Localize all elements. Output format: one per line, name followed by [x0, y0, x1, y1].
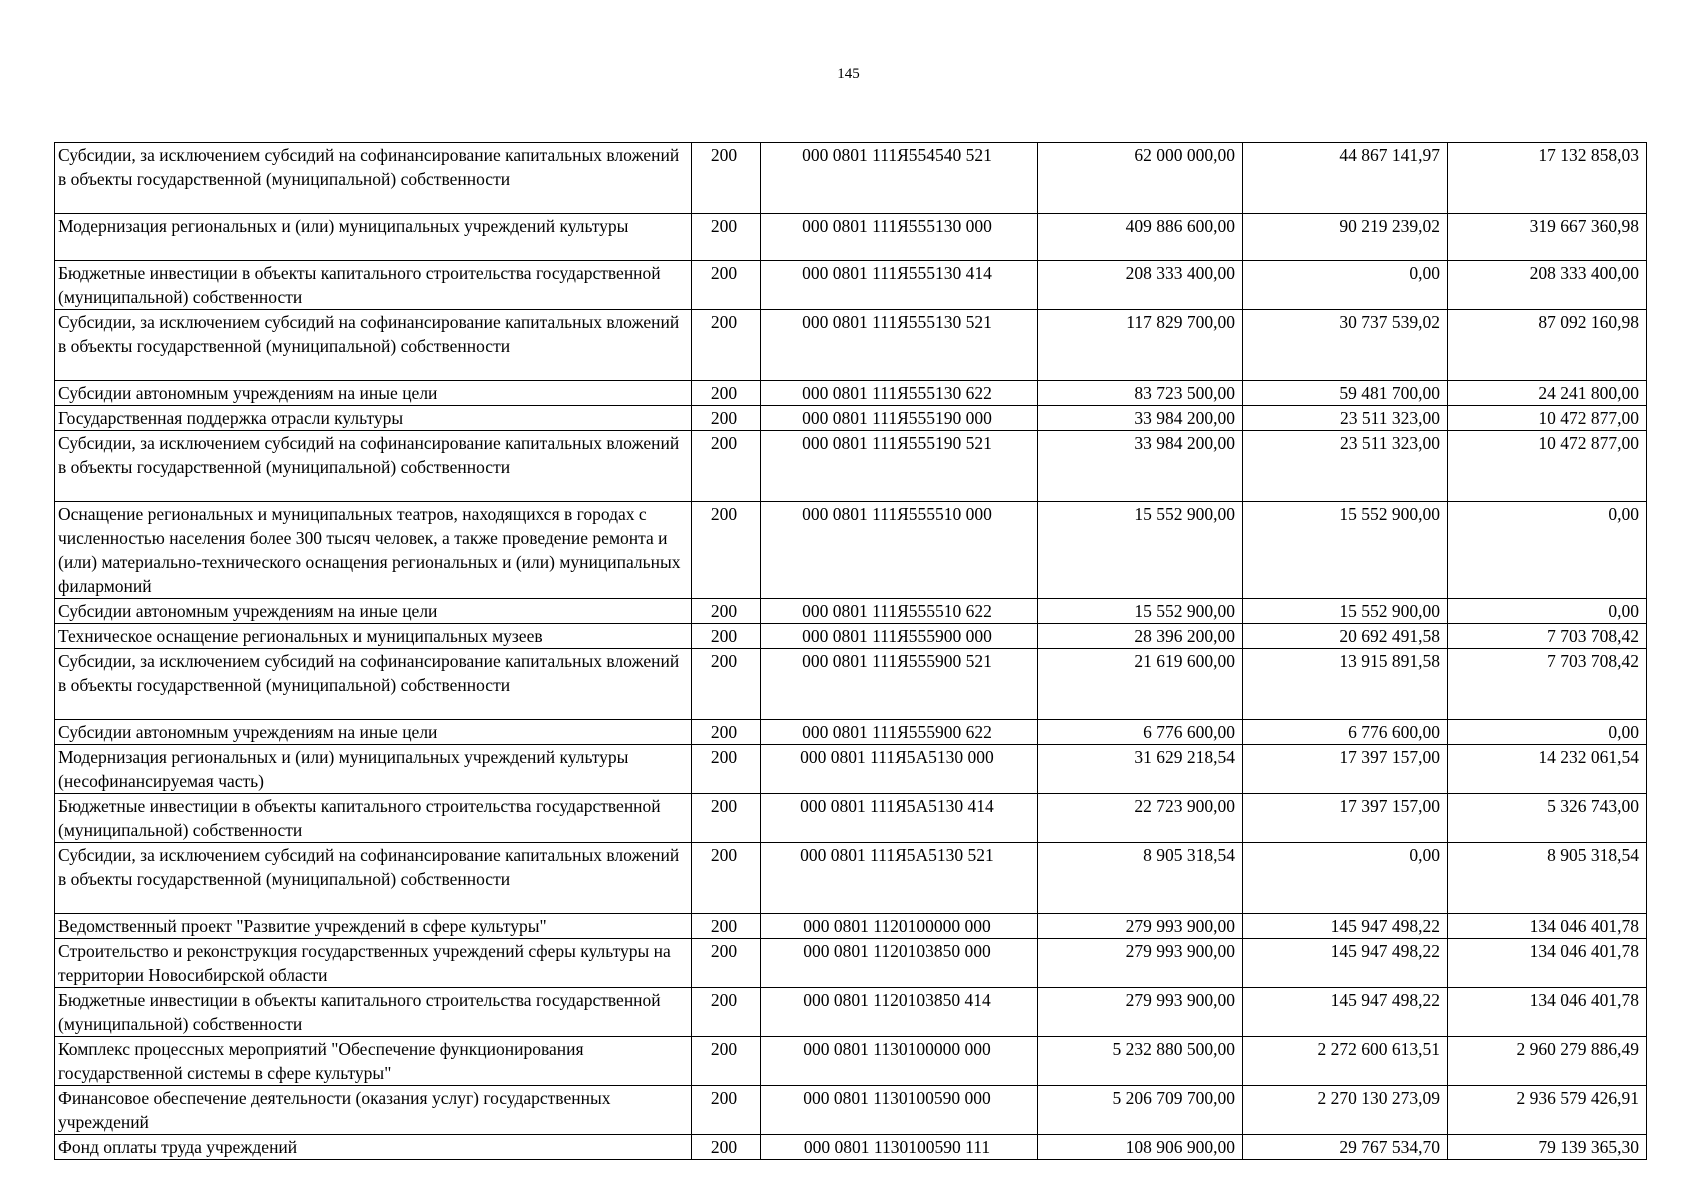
row-budget-code: 000 0801 1130100000 000 — [761, 1037, 1038, 1086]
row-executed: 15 552 900,00 — [1243, 599, 1448, 624]
row-name: Субсидии, за исключением субсидий на софинансирование капитальных вложений в объекты государственной (муниципальной) собственности — [55, 143, 692, 214]
row-name: Субсидии, за исключением субсидий на софинансирование капитальных вложений в объекты государственной (муниципальной) собственности — [55, 431, 692, 502]
row-unexecuted: 2 960 279 886,49 — [1448, 1037, 1647, 1086]
row-name: Модернизация региональных и (или) муниципальных учреждений культуры (несофинансируемая часть) — [55, 745, 692, 794]
table-row — [55, 381, 1647, 406]
row-unexecuted: 0,00 — [1448, 720, 1647, 745]
row-admin-code: 200 — [692, 720, 761, 745]
row-approved: 83 723 500,00 — [1038, 381, 1243, 406]
row-approved: 6 776 600,00 — [1038, 720, 1243, 745]
row-unexecuted: 5 326 743,00 — [1448, 794, 1647, 843]
row-budget-code: 000 0801 111Я555190 000 — [761, 406, 1038, 431]
row-name: Субсидии, за исключением субсидий на софинансирование капитальных вложений в объекты государственной (муниципальной) собственности — [55, 649, 692, 720]
row-budget-code: 000 0801 1130100590 000 — [761, 1086, 1038, 1135]
row-executed: 59 481 700,00 — [1243, 381, 1448, 406]
row-budget-code: 000 0801 111Я555130 000 — [761, 214, 1038, 261]
table-row — [55, 914, 1647, 939]
row-admin-code: 200 — [692, 745, 761, 794]
table-row — [55, 988, 1647, 1037]
row-approved: 279 993 900,00 — [1038, 988, 1243, 1037]
row-approved: 5 232 880 500,00 — [1038, 1037, 1243, 1086]
row-name: Модернизация региональных и (или) муниципальных учреждений культуры — [55, 214, 692, 261]
table-row — [55, 214, 1647, 261]
row-budget-code: 000 0801 111Я555130 414 — [761, 261, 1038, 310]
row-unexecuted: 79 139 365,30 — [1448, 1135, 1647, 1160]
row-unexecuted: 134 046 401,78 — [1448, 939, 1647, 988]
row-name: Субсидии автономным учреждениям на иные цели — [55, 720, 692, 745]
row-executed: 23 511 323,00 — [1243, 431, 1448, 502]
row-admin-code: 200 — [692, 794, 761, 843]
row-budget-code: 000 0801 111Я555130 521 — [761, 310, 1038, 381]
row-admin-code: 200 — [692, 939, 761, 988]
row-budget-code: 000 0801 1120103850 414 — [761, 988, 1038, 1037]
row-name: Оснащение региональных и муниципальных театров, находящихся в городах с численностью населения более 300 тысяч человек, а также проведение ремонта и (или) материально-технического оснащения региональных и (или) муниципальных филармоний — [55, 502, 692, 599]
row-unexecuted: 0,00 — [1448, 599, 1647, 624]
row-unexecuted: 208 333 400,00 — [1448, 261, 1647, 310]
table-row — [55, 649, 1647, 720]
row-name: Субсидии, за исключением субсидий на софинансирование капитальных вложений в объекты государственной (муниципальной) собственности — [55, 843, 692, 914]
table-row — [55, 261, 1647, 310]
table-row — [55, 431, 1647, 502]
row-unexecuted: 134 046 401,78 — [1448, 914, 1647, 939]
row-executed: 0,00 — [1243, 843, 1448, 914]
budget-execution-table — [54, 142, 1647, 1160]
row-approved: 409 886 600,00 — [1038, 214, 1243, 261]
page-number: 145 — [837, 66, 860, 82]
row-unexecuted: 10 472 877,00 — [1448, 406, 1647, 431]
table-row — [55, 720, 1647, 745]
row-executed: 2 270 130 273,09 — [1243, 1086, 1448, 1135]
row-admin-code: 200 — [692, 310, 761, 381]
row-budget-code: 000 0801 111Я555900 521 — [761, 649, 1038, 720]
table-row — [55, 1037, 1647, 1086]
row-admin-code: 200 — [692, 261, 761, 310]
row-unexecuted: 7 703 708,42 — [1448, 624, 1647, 649]
row-approved: 33 984 200,00 — [1038, 406, 1243, 431]
row-executed: 145 947 498,22 — [1243, 914, 1448, 939]
row-name: Техническое оснащение региональных и муниципальных музеев — [55, 624, 692, 649]
row-budget-code: 000 0801 1130100590 111 — [761, 1135, 1038, 1160]
row-budget-code: 000 0801 111Я5А5130 000 — [761, 745, 1038, 794]
row-name: Бюджетные инвестиции в объекты капитального строительства государственной (муниципальной) собственности — [55, 988, 692, 1037]
row-executed: 2 272 600 613,51 — [1243, 1037, 1448, 1086]
row-admin-code: 200 — [692, 914, 761, 939]
row-admin-code: 200 — [692, 431, 761, 502]
row-approved: 28 396 200,00 — [1038, 624, 1243, 649]
row-executed: 17 397 157,00 — [1243, 794, 1448, 843]
row-approved: 15 552 900,00 — [1038, 502, 1243, 599]
row-name: Бюджетные инвестиции в объекты капитального строительства государственной (муниципальной) собственности — [55, 794, 692, 843]
row-unexecuted: 8 905 318,54 — [1448, 843, 1647, 914]
row-approved: 279 993 900,00 — [1038, 939, 1243, 988]
row-executed: 13 915 891,58 — [1243, 649, 1448, 720]
row-unexecuted: 10 472 877,00 — [1448, 431, 1647, 502]
row-name: Финансовое обеспечение деятельности (оказания услуг) государственных учреждений — [55, 1086, 692, 1135]
row-admin-code: 200 — [692, 381, 761, 406]
row-admin-code: 200 — [692, 406, 761, 431]
table-row — [55, 143, 1647, 214]
row-unexecuted: 2 936 579 426,91 — [1448, 1086, 1647, 1135]
row-budget-code: 000 0801 111Я555510 000 — [761, 502, 1038, 599]
row-executed: 23 511 323,00 — [1243, 406, 1448, 431]
row-executed: 0,00 — [1243, 261, 1448, 310]
row-name: Ведомственный проект "Развитие учреждений в сфере культуры" — [55, 914, 692, 939]
row-executed: 29 767 534,70 — [1243, 1135, 1448, 1160]
row-executed: 90 219 239,02 — [1243, 214, 1448, 261]
row-budget-code: 000 0801 111Я5А5130 414 — [761, 794, 1038, 843]
row-budget-code: 000 0801 111Я554540 521 — [761, 143, 1038, 214]
table-row — [55, 502, 1647, 599]
row-executed: 6 776 600,00 — [1243, 720, 1448, 745]
row-executed: 15 552 900,00 — [1243, 502, 1448, 599]
row-approved: 208 333 400,00 — [1038, 261, 1243, 310]
row-budget-code: 000 0801 111Я555900 622 — [761, 720, 1038, 745]
row-approved: 22 723 900,00 — [1038, 794, 1243, 843]
row-admin-code: 200 — [692, 988, 761, 1037]
table-row — [55, 843, 1647, 914]
row-unexecuted: 319 667 360,98 — [1448, 214, 1647, 261]
row-admin-code: 200 — [692, 502, 761, 599]
row-approved: 8 905 318,54 — [1038, 843, 1243, 914]
row-approved: 31 629 218,54 — [1038, 745, 1243, 794]
row-unexecuted: 17 132 858,03 — [1448, 143, 1647, 214]
row-approved: 33 984 200,00 — [1038, 431, 1243, 502]
table-row — [55, 1135, 1647, 1160]
row-approved: 108 906 900,00 — [1038, 1135, 1243, 1160]
row-admin-code: 200 — [692, 1135, 761, 1160]
row-unexecuted: 87 092 160,98 — [1448, 310, 1647, 381]
row-name: Фонд оплаты труда учреждений — [55, 1135, 692, 1160]
row-name: Субсидии автономным учреждениям на иные цели — [55, 381, 692, 406]
row-unexecuted: 14 232 061,54 — [1448, 745, 1647, 794]
row-unexecuted: 134 046 401,78 — [1448, 988, 1647, 1037]
table-row — [55, 406, 1647, 431]
table-row — [55, 939, 1647, 988]
row-admin-code: 200 — [692, 599, 761, 624]
row-approved: 279 993 900,00 — [1038, 914, 1243, 939]
table-row — [55, 1086, 1647, 1135]
row-name: Субсидии автономным учреждениям на иные цели — [55, 599, 692, 624]
row-admin-code: 200 — [692, 143, 761, 214]
row-budget-code: 000 0801 1120100000 000 — [761, 914, 1038, 939]
row-executed: 30 737 539,02 — [1243, 310, 1448, 381]
table-row — [55, 745, 1647, 794]
row-unexecuted: 24 241 800,00 — [1448, 381, 1647, 406]
row-budget-code: 000 0801 111Я5А5130 521 — [761, 843, 1038, 914]
row-budget-code: 000 0801 111Я555510 622 — [761, 599, 1038, 624]
row-name: Бюджетные инвестиции в объекты капитального строительства государственной (муниципальной) собственности — [55, 261, 692, 310]
table-row — [55, 624, 1647, 649]
row-admin-code: 200 — [692, 1037, 761, 1086]
row-executed: 145 947 498,22 — [1243, 939, 1448, 988]
row-executed: 17 397 157,00 — [1243, 745, 1448, 794]
row-admin-code: 200 — [692, 624, 761, 649]
row-executed: 20 692 491,58 — [1243, 624, 1448, 649]
row-unexecuted: 0,00 — [1448, 502, 1647, 599]
row-approved: 15 552 900,00 — [1038, 599, 1243, 624]
row-budget-code: 000 0801 1120103850 000 — [761, 939, 1038, 988]
row-approved: 62 000 000,00 — [1038, 143, 1243, 214]
row-unexecuted: 7 703 708,42 — [1448, 649, 1647, 720]
table-row — [55, 599, 1647, 624]
row-executed: 44 867 141,97 — [1243, 143, 1448, 214]
row-approved: 117 829 700,00 — [1038, 310, 1243, 381]
table-row — [55, 310, 1647, 381]
row-name: Субсидии, за исключением субсидий на софинансирование капитальных вложений в объекты государственной (муниципальной) собственности — [55, 310, 692, 381]
row-budget-code: 000 0801 111Я555190 521 — [761, 431, 1038, 502]
row-admin-code: 200 — [692, 1086, 761, 1135]
row-approved: 5 206 709 700,00 — [1038, 1086, 1243, 1135]
row-admin-code: 200 — [692, 649, 761, 720]
row-name: Строительство и реконструкция государственных учреждений сферы культуры на территории Новосибирской области — [55, 939, 692, 988]
row-name: Комплекс процессных мероприятий "Обеспечение функционирования государственной системы в сфере культуры" — [55, 1037, 692, 1086]
row-budget-code: 000 0801 111Я555900 000 — [761, 624, 1038, 649]
row-admin-code: 200 — [692, 214, 761, 261]
row-executed: 145 947 498,22 — [1243, 988, 1448, 1037]
row-budget-code: 000 0801 111Я555130 622 — [761, 381, 1038, 406]
row-admin-code: 200 — [692, 843, 761, 914]
table-row — [55, 794, 1647, 843]
row-name: Государственная поддержка отрасли культуры — [55, 406, 692, 431]
row-approved: 21 619 600,00 — [1038, 649, 1243, 720]
